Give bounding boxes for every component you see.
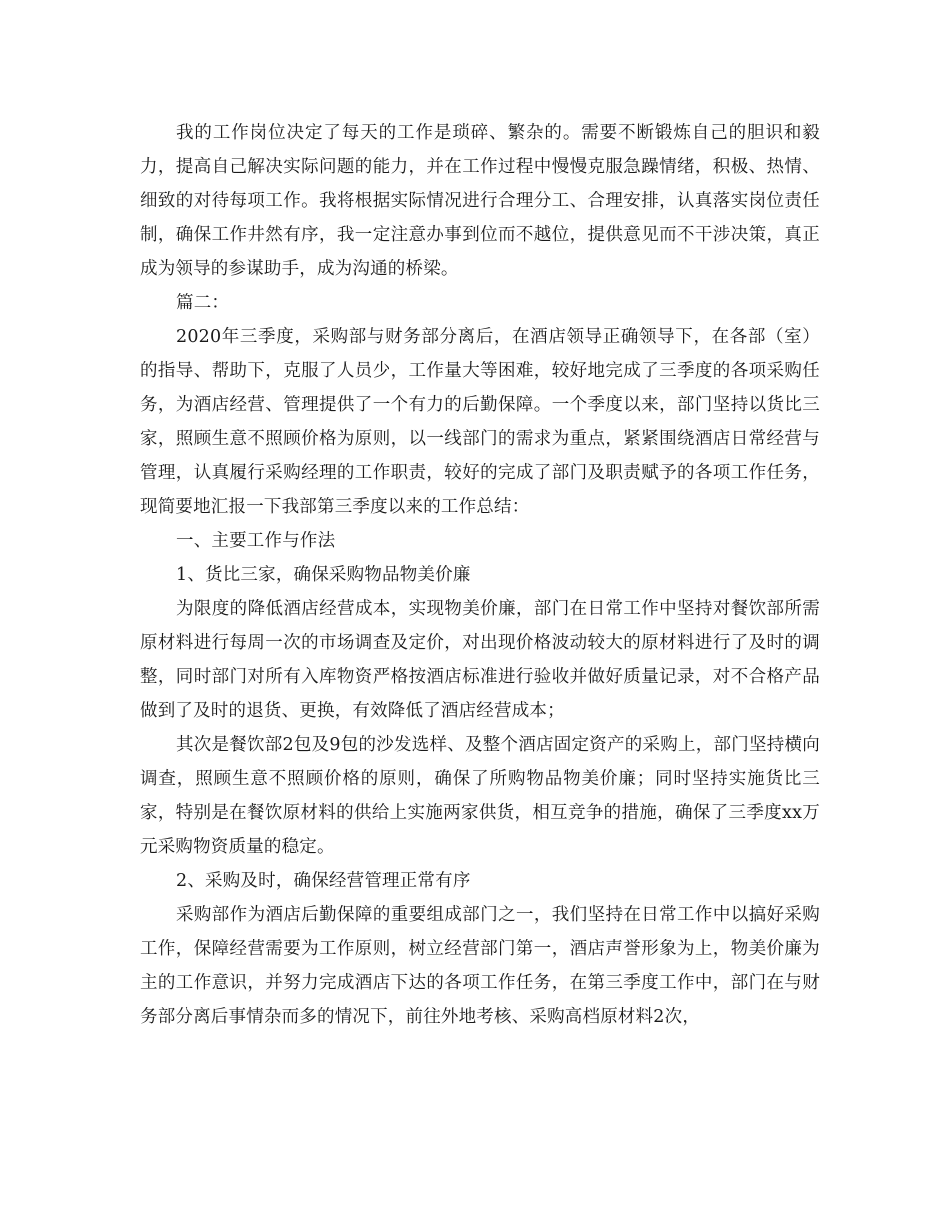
section-heading-part-two: 篇二： xyxy=(176,293,230,313)
subheading-timely-procurement: 2、采购及时，确保经营管理正常有序 xyxy=(176,871,471,891)
paragraph-sofa-procurement: 其次是餐饮部2包及9包的沙发选样、及整个酒店固定资产的采购上，部门坚持横向调查，照顾生意不照顾价格的原则，确保了所购物品物美价廉；同时坚持实施货比三家，特别是在餐饮原材料的供给上实施两家供货，相互竞争的措施，确保了三季度xx万元采购物资质量的稳定。 xyxy=(140,735,820,857)
heading-main-work: 一、主要工作与作法 xyxy=(176,531,336,551)
paragraph-job-duties: 我的工作岗位决定了每天的工作是琐碎、繁杂的。需要不断锻炼自己的胆识和毅力，提高自己解决实际问题的能力，并在工作过程中慢慢克服急躁情绪，积极、热情、细致的对待每项工作。我将根据实际情况进行合理分工、合理安排，认真落实岗位责任制，确保工作井然有序，我一定注意办事到位而不越位，提供意见而不干涉决策，真正成为领导的参谋助手，成为沟通的桥梁。 xyxy=(140,123,820,279)
paragraph-cost-reduction: 为限度的降低酒店经营成本，实现物美价廉，部门在日常工作中坚持对餐饮部所需原材料进行每周一次的市场调查及定价，对出现价格波动较大的原材料进行了及时的调整，同时部门对所有入库物资严格按酒店标准进行验收并做好质量记录，对不合格产品做到了及时的退货、更换，有效降低了酒店经营成本； xyxy=(140,599,820,721)
paragraph-logistics-support: 采购部作为酒店后勤保障的重要组成部门之一，我们坚持在日常工作中以搞好采购工作，保障经营需要为工作原则，树立经营部门第一，酒店声誉形象为上，物美价廉为主的工作意识，并努力完成酒店下达的各项工作任务，在第三季度工作中，部门在与财务部分离后事情杂而多的情况下，前往外地考核、采购高档原材料2次， xyxy=(140,905,820,1027)
document-body xyxy=(140,116,820,1034)
subheading-compare-suppliers: 1、货比三家，确保采购物品物美价廉 xyxy=(176,565,471,585)
paragraph-q3-overview: 2020年三季度，采购部与财务部分离后，在酒店领导正确领导下，在各部（室）的指导、帮助下，克服了人员少，工作量大等困难，较好地完成了三季度的各项采购任务，为酒店经营、管理提供了一个有力的后勤保障。一个季度以来，部门坚持以货比三家，照顾生意不照顾价格为原则，以一线部门的需求为重点，紧紧围绕酒店日常经营与管理，认真履行采购经理的工作职责，较好的完成了部门及职责赋予的各项工作任务，现简要地汇报一下我部第三季度以来的工作总结： xyxy=(140,327,820,517)
